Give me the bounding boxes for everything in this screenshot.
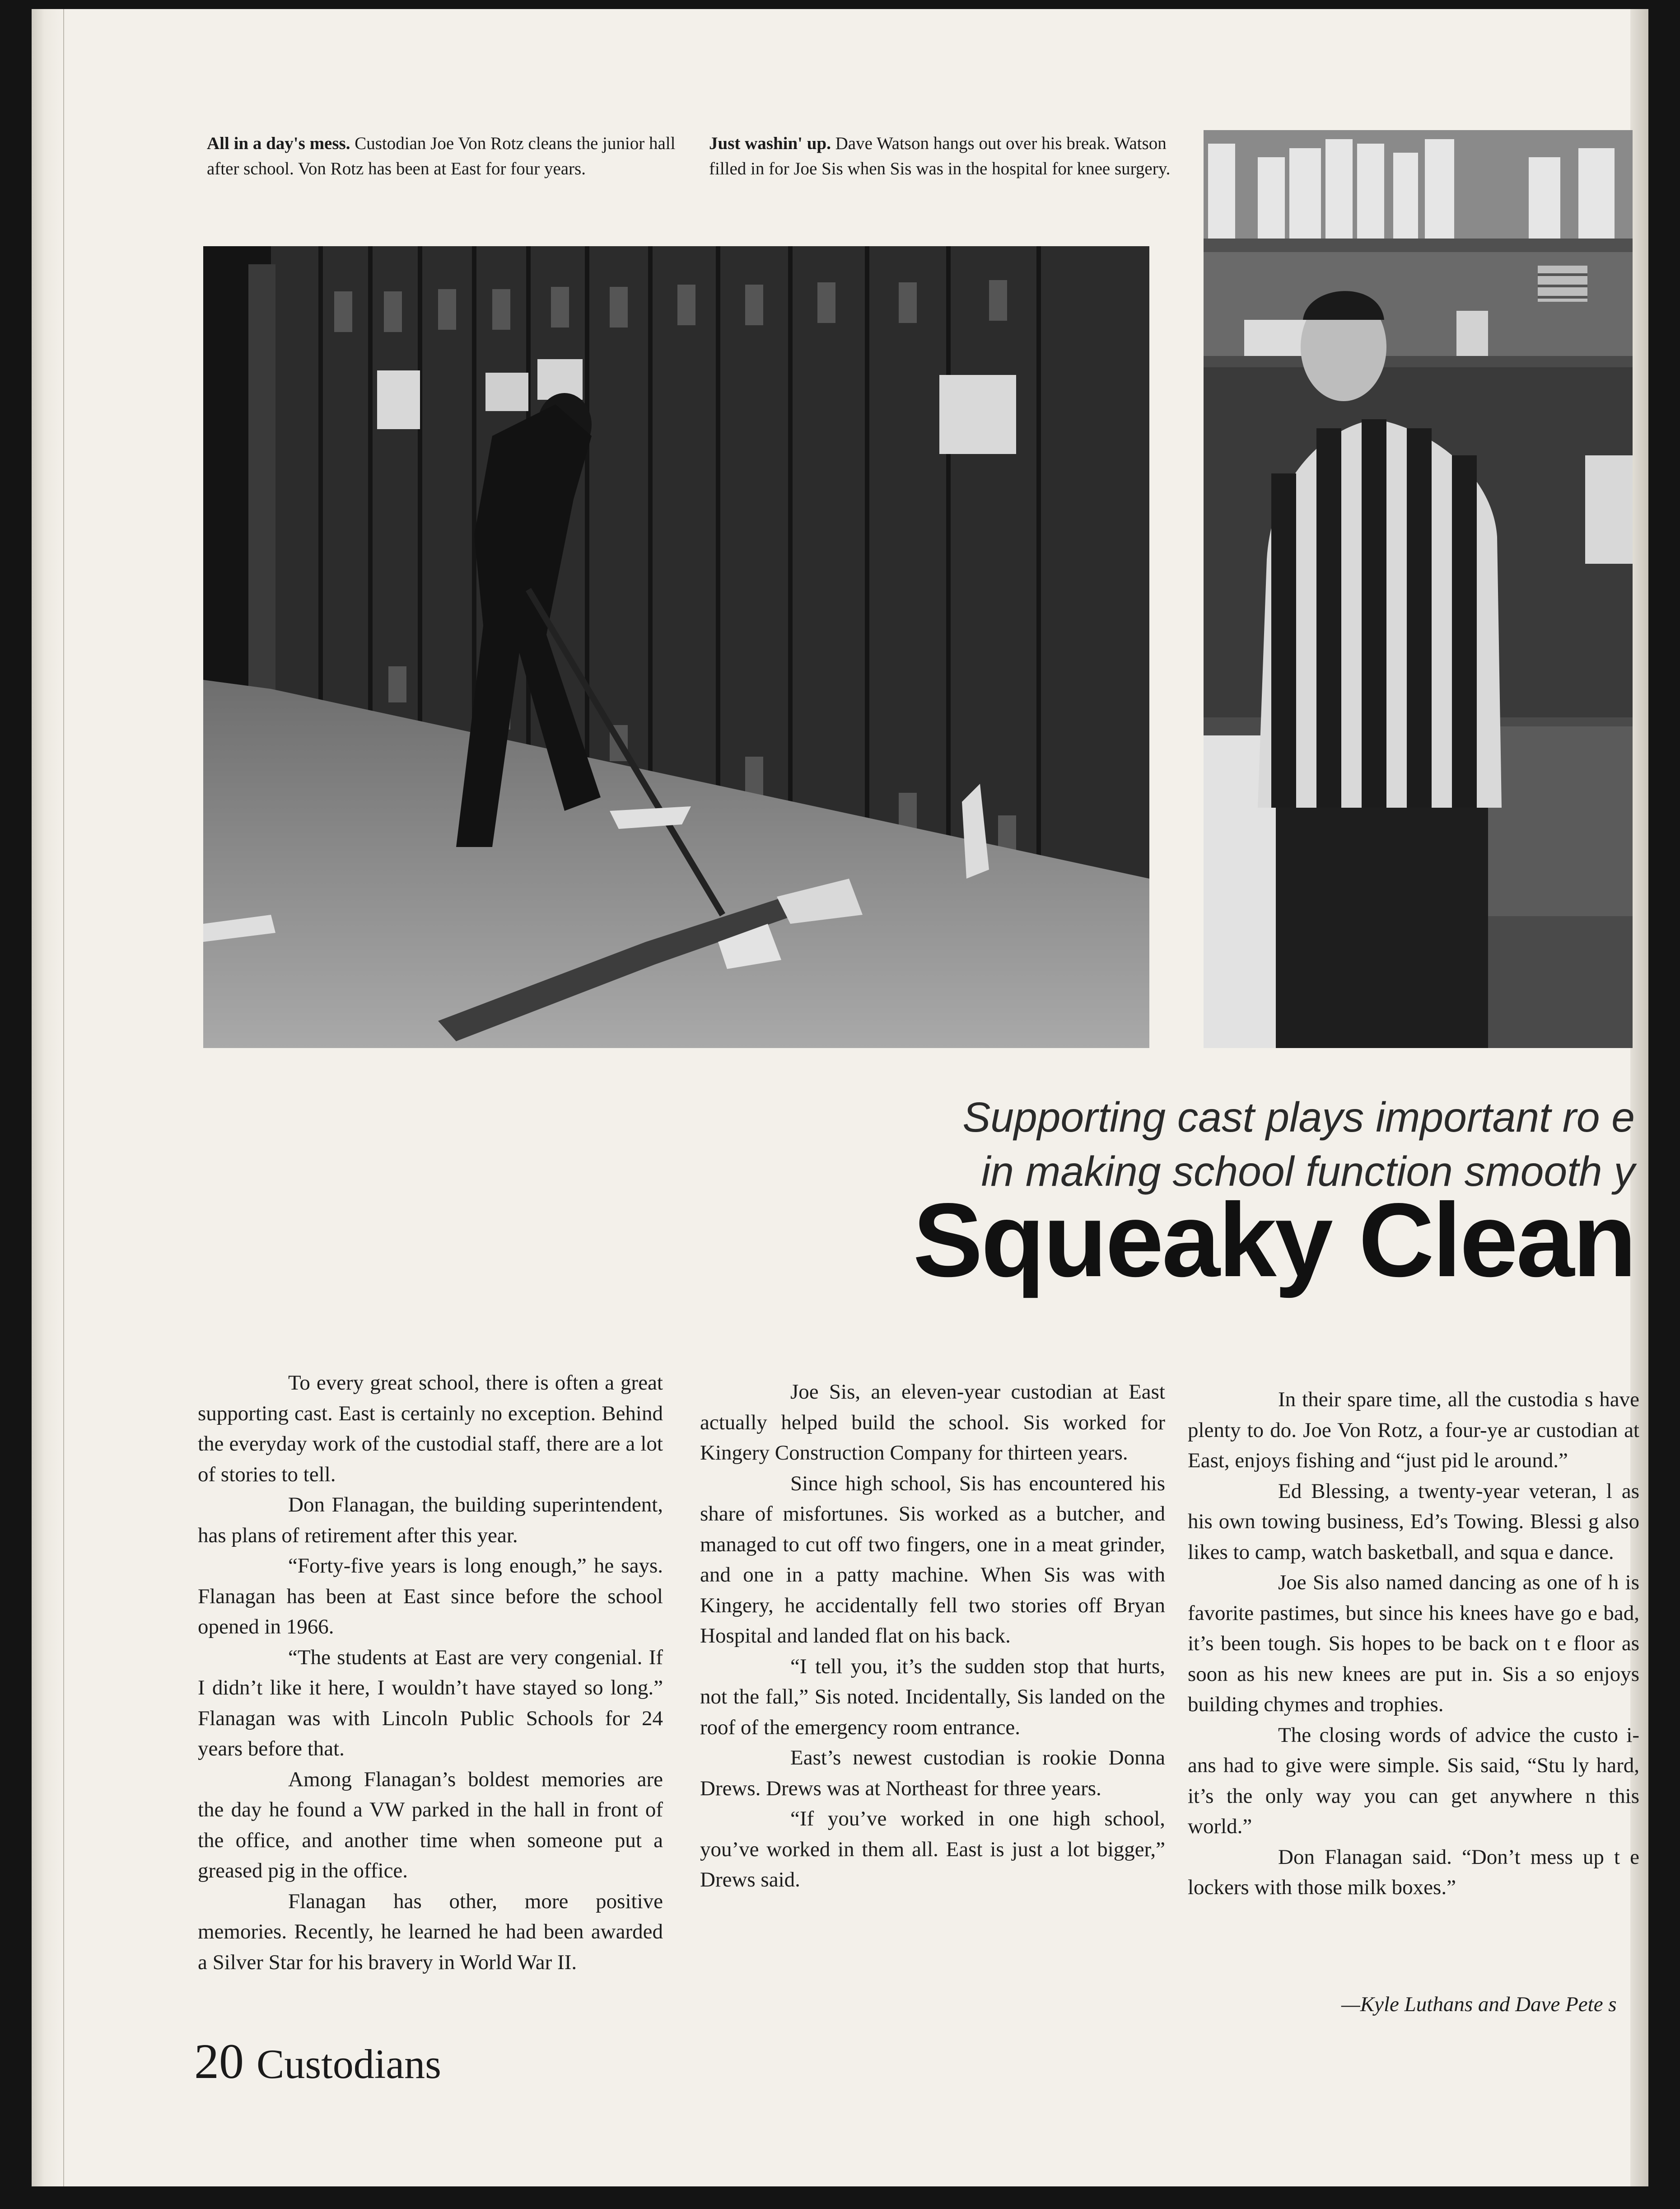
column-2-paragraph: East’s newest custodian is rookie Donna Drews. Drews was at Northeast for three years. xyxy=(700,1746,1165,1800)
subhead-line-2: in making school function smooth y xyxy=(981,1148,1635,1195)
column-3-paragraph: The closing words of advice the custo i- ans had to give were simple. Sis said, “Stu ly hard, it’s the only way you can get anywhere n this world.” xyxy=(1188,1723,1639,1838)
column-3-paragraph: Joe Sis also named dancing as one of h is favorite pastimes, but since his knees have go e bad, it’s been tough. Sis hopes to be back on t e floor as soon as his new knees are put in. Sis a so enjoys building chymes and trophies. xyxy=(1188,1571,1639,1716)
column-3-paragraph: Don Flanagan said. “Don’t mess up t e lockers with those milk boxes.” xyxy=(1188,1845,1639,1899)
byline: —Kyle Luthans and Dave Pete s xyxy=(1341,1993,1617,2016)
column-1-paragraph: Flanagan has other, more positive memories. Recently, he learned he had been awarded a Silver Star for his bravery in World War II. xyxy=(198,1889,663,1974)
article-column-3 xyxy=(1188,1385,1639,1903)
column-3-paragraph: Ed Blessing, a twenty-year veteran, l as his own towing business, Ed’s Towing. Blessi g also likes to camp, watch basketball, and squa e dance. xyxy=(1188,1479,1639,1564)
column-1-paragraph: Among Flanagan’s boldest memories are the day he found a VW parked in the hall in front of the office, and another time when someone put a greased pig in the office. xyxy=(198,1767,663,1882)
subhead-line-1: Supporting cast plays important ro e xyxy=(962,1094,1635,1141)
page-folio xyxy=(194,2033,441,2090)
caption-right xyxy=(709,131,1206,182)
photo-custodian-mopping xyxy=(203,246,1149,1048)
column-1-paragraph: “The students at East are very congenial. If I didn’t like it here, I wouldn’t have stayed so long.” Flanagan was with Lincoln Public Schools for 24 years before that. xyxy=(198,1645,663,1760)
column-1-paragraph: To every great school, there is often a great supporting cast. East is certainly no exception. Behind the everyday work of the custodial staff, there are a lot of stories to tell. xyxy=(198,1371,663,1486)
column-2-paragraph: “I tell you, it’s the sudden stop that hurts, not the fall,” Sis noted. Incidentally, Sis landed on the roof of the emergency room entrance. xyxy=(700,1654,1165,1739)
headline: Squeaky Clean xyxy=(913,1182,1635,1299)
page-number: 20 xyxy=(194,2034,244,2089)
article-column-2 xyxy=(700,1377,1165,1895)
page-binding xyxy=(32,9,64,2186)
yearbook-page xyxy=(32,9,1648,2186)
article-column-1 xyxy=(198,1368,663,1978)
photo-custodian-washing-up xyxy=(1204,130,1633,1048)
caption-left-lead: All in a day's mess. xyxy=(207,134,350,153)
section-name: Custodians xyxy=(257,2041,441,2087)
column-2-paragraph: Since high school, Sis has encountered his share of misfortunes. Sis worked as a butcher, and managed to cut off two fingers, one in a meat grinder, and one in a patty machine. When Sis was with Kingery, he accidentally fell two stories off Bryan Hospital and landed flat on his back. xyxy=(700,1471,1165,1647)
column-2-paragraph: “If you’ve worked in one high school, you’ve worked in them all. East is just a lot bigger,” Drews said. xyxy=(700,1807,1165,1891)
column-1-paragraph: Don Flanagan, the building superintendent, has plans of retirement after this year. xyxy=(198,1493,663,1547)
caption-right-lead: Just washin' up. xyxy=(709,134,831,153)
column-2-paragraph: Joe Sis, an eleven-year custodian at East actually helped build the school. Sis worked for Kingery Construction Company for thirteen years. xyxy=(700,1380,1165,1465)
column-1-paragraph: “Forty-five years is long enough,” he says. Flanagan has been at East since before the school opened in 1966. xyxy=(198,1554,663,1638)
caption-left xyxy=(207,131,699,182)
caption-right-text: Dave Watson hangs out over his break. Watson filled in for Joe Sis when Sis was in the hospital for knee surgery. xyxy=(709,134,1171,178)
column-3-paragraph: In their spare time, all the custodia s have plenty to do. Joe Von Rotz, a four-ye ar custodian at East, enjoys fishing and “just pid le around.” xyxy=(1188,1388,1639,1472)
caption-left-text: Custodian Joe Von Rotz cleans the junior hall after school. Von Rotz has been at East for four years. xyxy=(207,134,676,178)
